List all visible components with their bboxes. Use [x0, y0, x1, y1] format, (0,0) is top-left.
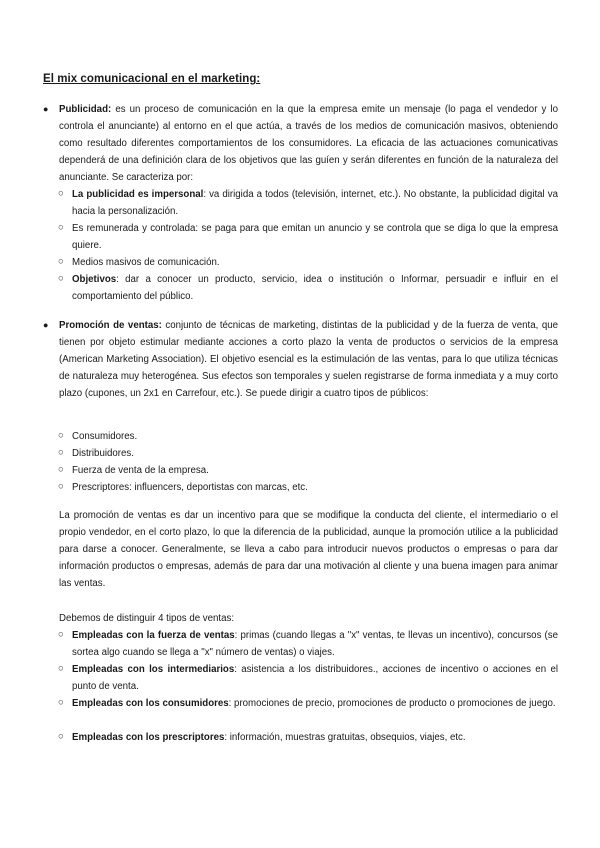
term-label: Empleadas con los intermediarios: [72, 664, 235, 675]
item-text: : dar a conocer un producto, servicio, idea o institución o Informar, persuadir e influir en el comportamiento del público.: [72, 274, 558, 302]
item-text: : asistencia a los distribuidores., acciones de incentivo o acciones en el punto de venta.: [72, 664, 558, 692]
circle-bullet-icon: ○: [58, 731, 64, 742]
term-label: Empleadas con los consumidores: [72, 698, 229, 709]
bullet-icon: ●: [43, 320, 49, 330]
circle-bullet-icon: ○: [58, 663, 64, 674]
item-text: Fuerza de venta de la empresa.: [72, 465, 209, 476]
circle-bullet-icon: ○: [58, 188, 64, 199]
sub-list-item: [58, 627, 558, 661]
list-item-publicidad: [43, 101, 558, 186]
sub-list-item: [58, 254, 558, 271]
item-text: : promociones de precio, promociones de producto o promociones de juego.: [228, 698, 556, 709]
circle-bullet-icon: ○: [58, 222, 64, 233]
item-text: Consumidores.: [72, 431, 138, 442]
circle-bullet-icon: ○: [58, 447, 64, 458]
item-text: : primas (cuando llegas a "x" ventas, te llevas un incentivo), concursos (se sortea algo cuando se llega a "x" número de ventas) o viajes.: [72, 630, 558, 658]
sub-list-item: [58, 186, 558, 220]
circle-bullet-icon: ○: [58, 464, 64, 475]
item-text: Distribuidores.: [72, 448, 134, 459]
term-label: Promoción de ventas:: [59, 320, 162, 331]
item-text: : va dirigida a todos (televisión, internet, etc.). No obstante, la publicidad digital va hacia la personalización.: [72, 189, 558, 217]
definition-text: es un proceso de comunicación en la que la empresa emite un mensaje (lo paga el vendedor y lo controla el anunciante) al entorno en el que actúa, a través de los medios de comunicación masivos, obteniendo como resultado diferentes comportamientos de los consumidores. La eficacia de las actuaciones comunicativas dependerá de una definición clara de los objetivos que las guíen y serán diferentes en función de la naturaleza del anunciante. Se caracteriza por:: [59, 104, 558, 183]
circle-bullet-icon: ○: [58, 697, 64, 708]
sub-list-item: [58, 661, 558, 695]
term-label: Empleadas con la fuerza de ventas: [72, 630, 235, 641]
body-paragraph: La promoción de ventas es dar un incentivo para que se modifique la conducta del cliente, el intermediario o el propio vendedor, en el corto plazo, lo que la diferencia de la publicidad, aunque la promoción utilice a la publicidad para darse a conocer. Generalmente, se lleva a cabo para introducir nuevos productos o empresas o para dar información productos o empresas, además de para dar una motivación al cliente y una buena imagen para animar las ventas.: [59, 510, 558, 589]
sub-list-item: [58, 220, 558, 254]
page-title: El mix comunicacional en el marketing:: [43, 73, 261, 85]
circle-bullet-icon: ○: [58, 481, 64, 492]
item-text: Prescriptores: influencers, deportistas con marcas, etc.: [72, 482, 308, 493]
sub-list-item: [58, 271, 558, 305]
circle-bullet-icon: ○: [58, 256, 64, 267]
item-text: Medios masivos de comunicación.: [72, 257, 220, 268]
sub-list-item: [58, 428, 558, 445]
item-text: : información, muestras gratuitas, obsequios, viajes, etc.: [224, 732, 466, 743]
term-label: Empleadas con los prescriptores: [72, 732, 225, 743]
circle-bullet-icon: ○: [58, 629, 64, 640]
term-label: Objetivos: [72, 274, 117, 285]
definition-text: conjunto de técnicas de marketing, distintas de la publicidad y de la fuerza de venta, que tienen por objeto estimular mediante acciones a corto plazo la venta de productos o servicios de la empresa (American Marketing Association). El objetivo esencial es la estimulación de las ventas, para lo que utiliza técnicas de naturaleza muy heterogénea. Sus efectos son temporales y suelen registrarse de forma inmediata y a muy corto plazo (cupones, un 2x1 en Carrefour, etc.). Se puede dirigir a cuatro tipos de públicos:: [59, 320, 558, 399]
sub-list-item: [58, 695, 558, 712]
bullet-icon: ●: [43, 104, 49, 114]
item-text: Es remunerada y controlada: se paga para que emitan un anuncio y se controla que se diga lo que la empresa quiere.: [72, 223, 558, 251]
term-label: La publicidad es impersonal: [72, 189, 204, 200]
circle-bullet-icon: ○: [58, 430, 64, 441]
list-item-promocion: [43, 317, 558, 402]
term-label: Publicidad:: [59, 104, 112, 115]
section-intro: Debemos de distinguir 4 tipos de ventas:: [59, 613, 235, 624]
sub-list-item: [58, 729, 558, 746]
circle-bullet-icon: ○: [58, 273, 64, 284]
sub-list-item: [58, 445, 558, 462]
sub-list-item: [58, 479, 558, 496]
sub-list-item: [58, 462, 558, 479]
